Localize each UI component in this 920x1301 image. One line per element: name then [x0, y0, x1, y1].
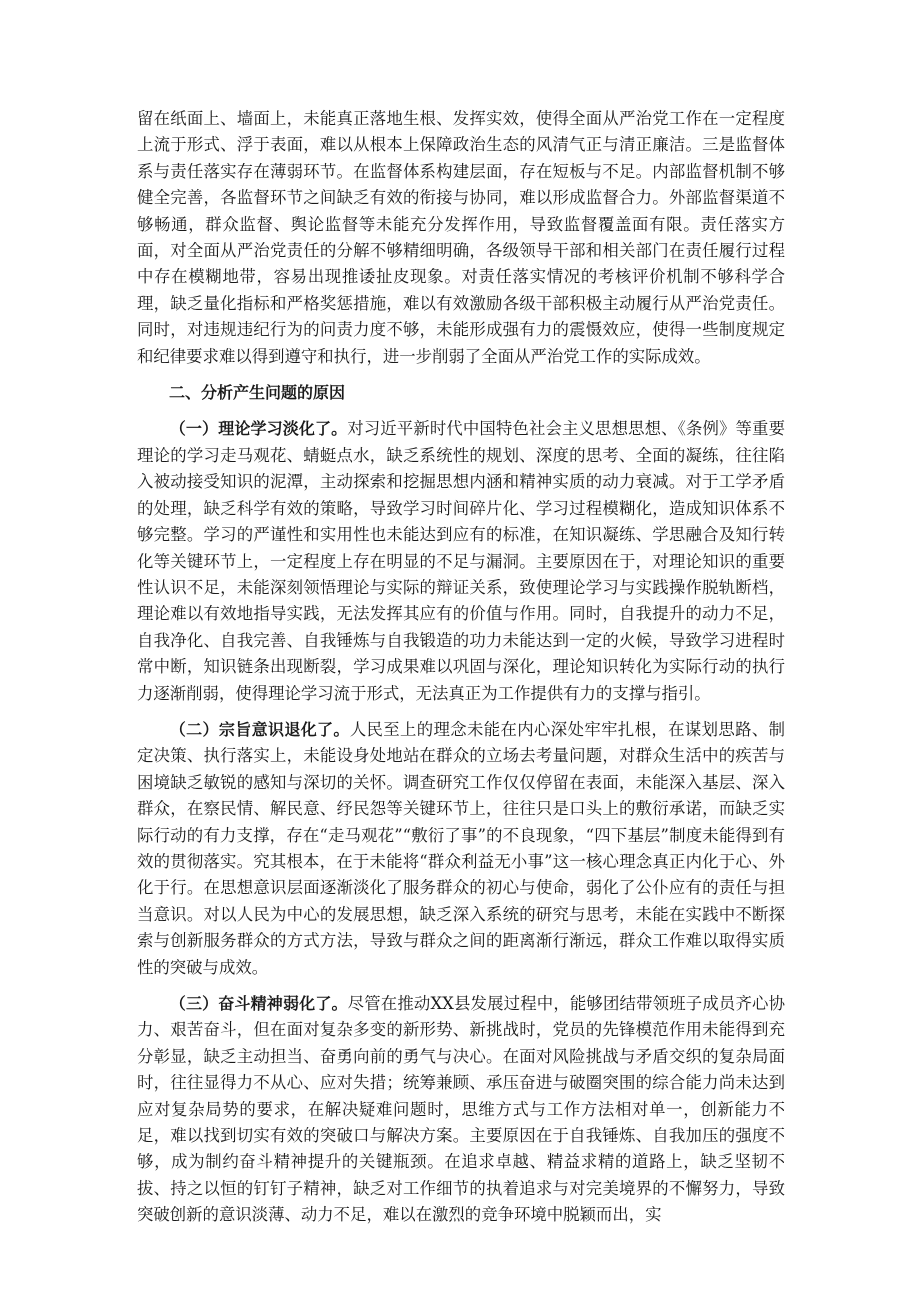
section-heading — [137, 380, 785, 406]
paragraph-purpose-awareness — [137, 717, 785, 981]
paragraph-text: 留在纸面上、墙面上，未能真正落地生根、发挥实效，使得全面从严治党工作在一定程度上流于形式、浮于表面，难以从根本上保障政治生态的风清气正与清正廉洁。三是监督体系与责任落实存在薄弱环节。在监督体系构建层面，存在短板与不足。内部监督机制不够健全完善，各监督环节之间缺乏有效的衔接与协同，难以形成监督合力。外部监督渠道不够畅通，群众监督、舆论监督等未能充分发挥作用，导致监督覆盖面有限。责任落实方面，对全面从严治党责任的分解不够精细明确，各级领导干部和相关部门在责任履行过程中存在模糊地带，容易出现推诿扯皮现象。对责任落实情况的考核评价机制不够科学合理，缺乏量化指标和严格奖惩措施，难以有效激励各级干部积极主动履行从严治党责任。同时，对违规违纪行为的问责力度不够，未能形成强有力的震慑效应，使得一些制度规定和纪律要求难以得到遵守和执行，进一步削弱了全面从严治党工作的实际成效。 — [137, 109, 785, 366]
paragraph-lead: （三）奋斗精神弱化了。 — [169, 994, 348, 1013]
paragraph-text: 尽管在推动XX县发展过程中，能够团结带领班子成员齐心协力、艰苦奋斗，但在面对复杂多变的新形势、新挑战时，党员的先锋模范作用未能得到充分彰显，缺乏主动担当、奋勇向前的勇气与决心。在面对风险挑战与矛盾交织的复杂局面时，往往显得力不从心、应对失措；统筹兼顾、承压奋进与破圈突围的综合能力尚未达到应对复杂局势的要求，在解决疑难问题时，思维方式与工作方法相对单一，创新能力不足，难以找到切实有效的突破口与解决方案。主要原因在于自我锤炼、自我加压的强度不够，成为制约奋斗精神提升的关键瓶颈。在追求卓越、精益求精的道路上，缺乏坚韧不拔、持之以恒的钉钉子精神，缺乏对工作细节的执着追求与对完美境界的不懈努力，导致突破创新的意识淡薄、动力不足，难以在激烈的竞争环境中脱颖而出，实 — [137, 994, 785, 1225]
paragraph-lead: （一）理论学习淡化了。 — [169, 419, 348, 439]
paragraph-theory-study — [137, 416, 785, 706]
paragraph-continuation — [137, 106, 785, 370]
paragraph-lead: （二）宗旨意识退化了。 — [169, 719, 350, 739]
paragraph-text: 对习近平新时代中国特色社会主义思想思想、《条例》等重要理论的学习走马观花、蜻蜓点水，缺乏系统性的规划、深度的思考、全面的凝练，往往陷入被动接受知识的泥潭，主动探索和挖掘思想内涵和精神实质的动力衰减。对于工学矛盾的处理，缺乏科学有效的策略，导致学习时间碎片化、学习过程模糊化，造成知识体系不够完整。学习的严谨性和实用性也未能达到应有的标准，在知识凝练、学思融合及知行转化等关键环节上，一定程度上存在明显的不足与漏洞。主要原因在于，对理论知识的重要性认识不足，未能深刻领悟理论与实际的辩证关系，致使理论学习与实践操作脱轨断档，理论难以有效地指导实践，无法发挥其应有的价值与作用。同时，自我提升的动力不足，自我净化、自我完善、自我锤炼与自我锻造的功力未能达到一定的火候，导致学习进程时常中断，知识链条出现断裂，学习成果难以巩固与深化，理论知识转化为实际行动的执行力逐渐削弱，使得理论学习流于形式，无法真正为工作提供有力的支撑与指引。 — [137, 419, 785, 703]
paragraph-text: 人民至上的理念未能在内心深处牢牢扎根，在谋划思路、制定决策、执行落实上，未能设身处地站在群众的立场去考量问题，对群众生活中的疾苦与困境缺乏敏锐的感知与深切的关怀。调查研究工作仅仅停留在表面，未能深入基层、深入群众，在察民情、解民意、纾民怨等关键环节上，往往只是口头上的敷衍承诺，而缺乏实际行动的有力支撑，存在“走马观花”“敷衍了事”的不良现象，“四下基层”制度未能得到有效的贯彻落实。究其根本，在于未能将“群众利益无小事”这一核心理念真正内化于心、外化于行。在思想意识层面逐渐淡化了服务群众的初心与使命，弱化了公仆应有的责任与担当意识。对以人民为中心的发展思想，缺乏深入系统的研究与思考，未能在实践中不断探索与创新服务群众的方式方法，导致与群众之间的距离渐行渐远，群众工作难以取得实质性的突破与成效。 — [137, 719, 785, 977]
section-heading-text: 二、分析产生问题的原因 — [169, 383, 346, 403]
paragraph-striving-spirit — [137, 991, 785, 1229]
document-page — [137, 106, 785, 1239]
